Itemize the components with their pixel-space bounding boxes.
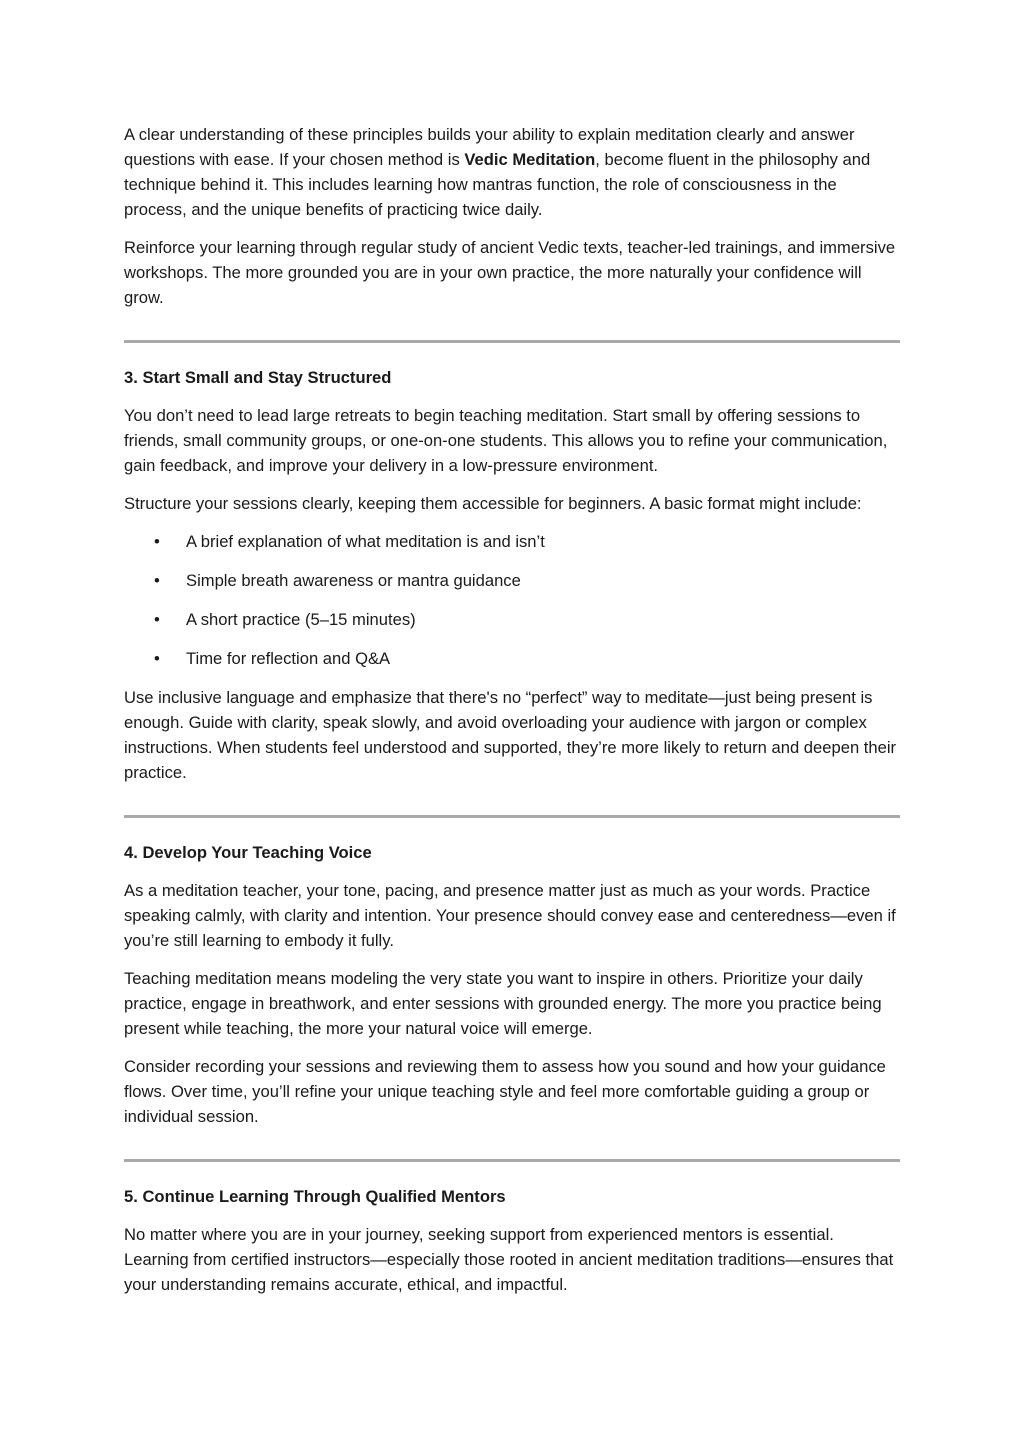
list-item xyxy=(124,607,900,632)
intro-paragraph-2: Reinforce your learning through regular study of ancient Vedic texts, teacher-led trainings, and immersive workshops. The more grounded you are in your own practice, the more naturally your confidence will grow. xyxy=(124,238,896,307)
bullet-icon: • xyxy=(154,532,160,551)
section-4-paragraph-3: Consider recording your sessions and reviewing them to assess how you sound and how your guidance flows. Over time, you’ll refine your unique teaching style and feel more comfortable guiding a group or individual session. xyxy=(124,1057,886,1126)
bullet-icon: • xyxy=(154,610,160,629)
list-item xyxy=(124,529,900,554)
intro-paragraph-1 xyxy=(124,122,900,222)
section-4-paragraph-1: As a meditation teacher, your tone, pacing, and presence matter just as much as your words. Practice speaking calmly, with clarity and intention. Your presence should convey ease and centeredness—even if you’re still learning to embody it fully. xyxy=(124,881,896,950)
list-item-text: Time for reflection and Q&A xyxy=(186,649,391,668)
section-5-heading: 5. Continue Learning Through Qualified Mentors xyxy=(124,1187,506,1206)
bullet-icon: • xyxy=(154,649,160,668)
list-item-text: A short practice (5–15 minutes) xyxy=(186,610,416,629)
section-3-paragraph-1: You don’t need to lead large retreats to begin teaching meditation. Start small by offering sessions to friends, small community groups, or one-on-one students. This allows you to refine your communication, gain feedback, and improve your delivery in a low-pressure environment. xyxy=(124,406,888,475)
intro-text-a: A clear understanding of these principles builds your ability to explain meditation clearly and answer questions with ease. If your chosen method is xyxy=(124,125,855,169)
list-item xyxy=(124,646,900,671)
section-divider xyxy=(124,1159,900,1162)
section-4-paragraph-2: Teaching meditation means modeling the very state you want to inspire in others. Prioritize your daily practice, engage in breathwork, and enter sessions with grounded energy. The more you practice being present while teaching, the more your natural voice will emerge. xyxy=(124,969,882,1038)
section-3-paragraph-3: Use inclusive language and emphasize that there's no “perfect” way to meditate—just being present is enough. Guide with clarity, speak slowly, and avoid overloading your audience with jargon or complex instructions. When students feel understood and supported, they’re more likely to return and deepen their practice. xyxy=(124,688,897,782)
intro-text-b: , become fluent in the philosophy and technique behind it. This includes learning how mantras function, the role of consciousness in the process, and the unique benefits of practicing twice daily. xyxy=(124,150,871,219)
section-4-heading: 4. Develop Your Teaching Voice xyxy=(124,843,372,862)
bullet-icon: • xyxy=(154,571,160,590)
section-5-paragraph-1: No matter where you are in your journey, seeking support from experienced mentors is essential. Learning from certified instructors—especially those rooted in ancient meditation traditions—ensures that your understanding remains accurate, ethical, and impactful. xyxy=(124,1225,894,1294)
section-divider xyxy=(124,340,900,343)
vedic-meditation-bold: Vedic Meditation xyxy=(464,150,596,169)
section-3-heading: 3. Start Small and Stay Structured xyxy=(124,368,392,387)
section-3-paragraph-2: Structure your sessions clearly, keeping them accessible for beginners. A basic format might include: xyxy=(124,494,862,513)
session-format-list xyxy=(124,529,900,671)
list-item xyxy=(124,568,900,593)
list-item-text: Simple breath awareness or mantra guidance xyxy=(186,571,521,590)
list-item-text: A brief explanation of what meditation is and isn’t xyxy=(186,532,545,551)
section-divider xyxy=(124,815,900,818)
